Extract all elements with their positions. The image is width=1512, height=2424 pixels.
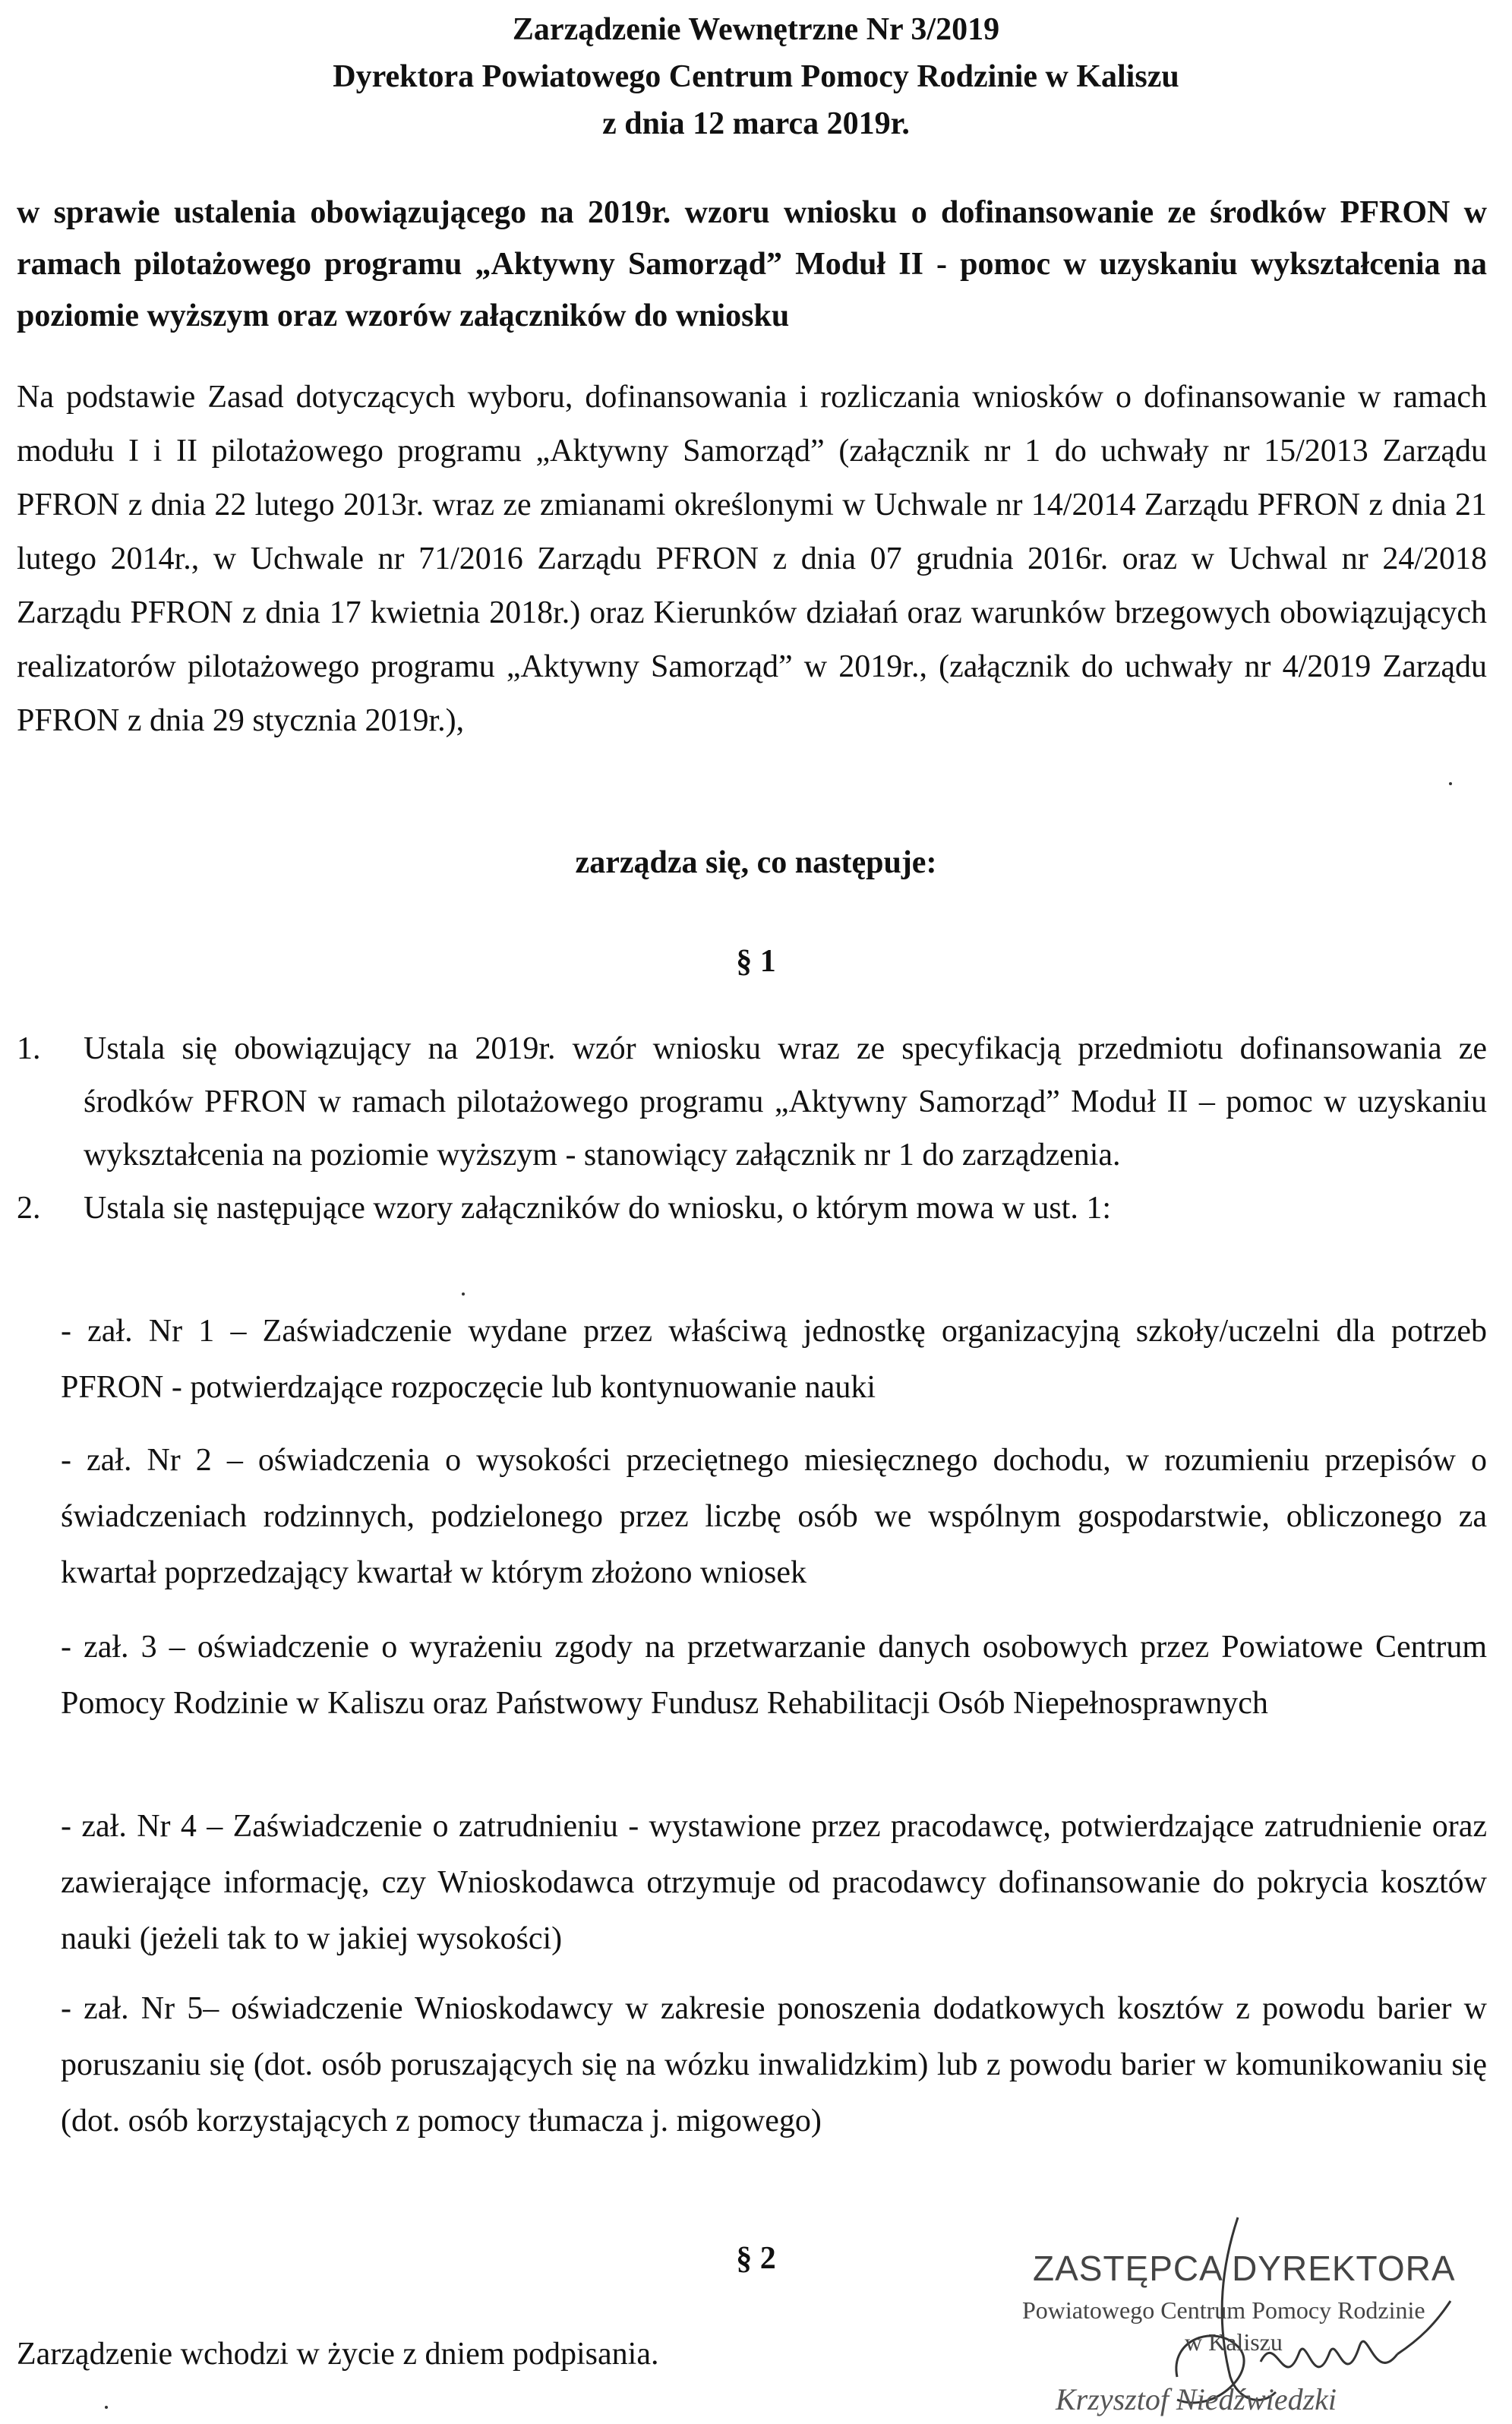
effective-date-sentence: Zarządzenie wchodzi w życie z dniem podpisania. bbox=[17, 2337, 659, 2372]
attachment-5: - zał. Nr 5– oświadczenie Wnioskodawcy w zakresie ponoszenia dodatkowych kosztów z powodu barier w poruszaniu się (dot. osób poruszających się na wózku inwalidzkim) lub z powodu barier w komunikowaniu się (dot. osób korzystających z pomocy tłumacza j. migowego) bbox=[61, 1991, 1487, 2138]
list-item-text: Ustala się następujące wzory załączników do wniosku, o którym mowa w ust. 1: bbox=[84, 1191, 1112, 1226]
order-heading: zarządza się, co następuje: bbox=[575, 845, 937, 880]
section-2-title: § 2 bbox=[736, 2241, 776, 2276]
document-title: Zarządzenie Wewnętrzne Nr 3/2019 bbox=[512, 12, 1000, 47]
issuer-line: Dyrektora Powiatowego Centrum Pomocy Rodzinie w Kaliszu bbox=[333, 59, 1179, 94]
attachment-2: - zał. Nr 2 – oświadczenia o wysokości przeciętnego miesięcznego dochodu, w rozumieniu przepisów o świadczeniach rodzinnych, podzielonego przez liczbę osób we wspólnym gospodarstwie, obliczonego za kwartał poprzedzający kwartał w którym złożono wniosek bbox=[61, 1443, 1487, 1590]
scan-speck bbox=[105, 2406, 108, 2409]
list-item-number: 2. bbox=[17, 1191, 41, 1226]
section-1-title: § 1 bbox=[736, 944, 776, 979]
list-item bbox=[17, 1182, 1487, 1235]
stamp-city: w Kaliszu bbox=[1185, 2328, 1283, 2356]
scan-speck bbox=[1449, 782, 1452, 785]
official-stamp bbox=[987, 2202, 1473, 2422]
attachment-1: - zał. Nr 1 – Zaświadczenie wydane przez właściwą jednostkę organizacyjną szkoły/uczelni dla potrzeb PFRON - potwierdzające rozpoczęcie lub kontynuowanie nauki bbox=[61, 1314, 1487, 1405]
attachment-4: - zał. Nr 4 – Zaświadczenie o zatrudnieniu - wystawione przez pracodawcę, potwierdzające zatrudnienie oraz zawierające informację, czy Wnioskodawca otrzymuje od pracodawcy dofinansowanie do pokrycia kosztów nauki (jeżeli tak to w jakiej wysokości) bbox=[61, 1809, 1487, 1956]
date-line: z dnia 12 marca 2019r. bbox=[602, 106, 910, 141]
stamp-signatory-name: Krzysztof Niedźwiedzki bbox=[1056, 2382, 1337, 2416]
section-1-list bbox=[17, 1022, 1487, 1235]
attachment-3: - zał. 3 – oświadczenie o wyrażeniu zgody na przetwarzanie danych osobowych przez Powiatowe Centrum Pomocy Rodzinie w Kaliszu oraz Państwowy Fundusz Rehabilitacji Osób Niepełnosprawnych bbox=[61, 1630, 1487, 1721]
stamp-title: ZASTĘPCA DYREKTORA bbox=[1033, 2249, 1456, 2288]
document-header bbox=[0, 6, 1512, 147]
list-item bbox=[17, 1022, 1487, 1182]
legal-basis-paragraph: Na podstawie Zasad dotyczących wyboru, dofinansowania i rozliczania wniosków o dofinansowanie w ramach modułu I i II pilotażowego programu „Aktywny Samorząd” (załącznik nr 1 do uchwały nr 15/2013 Zarządu PFRON z dnia 22 lutego 2013r. wraz ze zmianami określonymi w Uchwale nr 14/2014 Zarządu PFRON z dnia 21 lutego 2014r., w Uchwale nr 71/2016 Zarządu PFRON z dnia 07 grudnia 2016r. oraz w Uchwal nr 24/2018 Zarządu PFRON z dnia 17 kwietnia 2018r.) oraz Kierunków działań oraz warunków brzegowych obowiązujących realizatorów pilotażowego programu „Aktywny Samorząd” w 2019r., (załącznik do uchwały nr 4/2019 Zarządu PFRON z dnia 29 stycznia 2019r.), bbox=[17, 380, 1487, 738]
subject-paragraph: w sprawie ustalenia obowiązującego na 2019r. wzoru wniosku o dofinansowanie ze środków PFRON w ramach pilotażowego programu „Aktywny Samorząd” Moduł II - pomoc w uzyskaniu wykształcenia na poziomie wyższym oraz wzorów załączników do wniosku bbox=[17, 195, 1487, 333]
list-item-text: Ustala się obowiązujący na 2019r. wzór wniosku wraz ze specyfikacją przedmiotu dofinansowania ze środków PFRON w ramach pilotażowego programu „Aktywny Samorząd” Moduł II – pomoc w uzyskaniu wykształcenia na poziomie wyższym - stanowiący załącznik nr 1 do zarządzenia. bbox=[84, 1031, 1487, 1173]
scan-speck bbox=[462, 1292, 465, 1296]
list-item-number: 1. bbox=[17, 1031, 41, 1066]
stamp-institution: Powiatowego Centrum Pomocy Rodzinie bbox=[1022, 2296, 1425, 2324]
